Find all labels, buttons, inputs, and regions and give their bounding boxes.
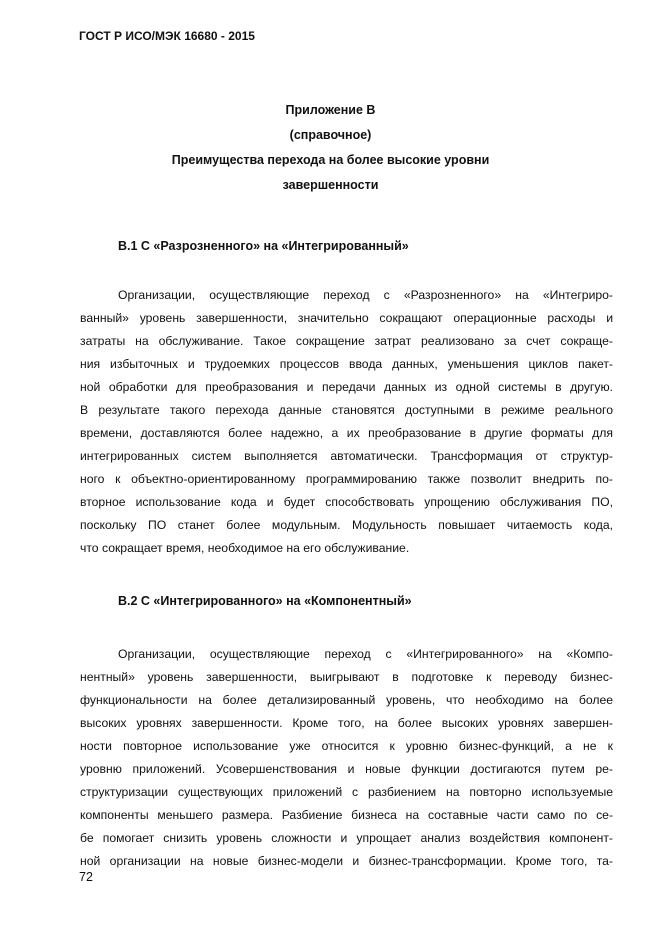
paragraph-line: поскольку ПО станет более модульным. Модульность повышает читаемость кода, (80, 518, 613, 532)
paragraph-line: структуризации существующих приложений с разбиением на повторно используемые (80, 785, 613, 799)
page-number: 72 (79, 870, 93, 884)
annex-heading-line-1: Преимущества перехода на более высокие уровни (171, 153, 490, 167)
paragraph-line: что сокращает время, необходимое на его обслуживание. (80, 541, 410, 555)
annex-heading-line-2: завершенности (282, 178, 379, 192)
paragraph-line: Организации, осуществляющие переход с «Интегрированного» на «Компо- (118, 647, 613, 661)
paragraph-line: высоких уровнях завершенности. Кроме того, на более высоких уровнях завершен- (80, 716, 613, 730)
annex-title: Приложение В (285, 103, 376, 117)
paragraph-line: ной обработки для преобразования и передачи данных из одной системы в другую. (80, 380, 613, 394)
paragraph-line: ния избыточных и трудоемких процессов ввода данных, уменьшения циклов пакет- (80, 357, 613, 371)
document-header: ГОСТ Р ИСО/МЭК 16680 - 2015 (79, 29, 255, 43)
paragraph-line: нентный» уровень завершенности, выигрывают в подготовке к переводу бизнес- (80, 670, 613, 684)
paragraph-line: Организации, осуществляющие переход с «Разрозненного» на «Интегриро- (118, 288, 613, 302)
paragraph-line: ного к объектно-ориентированному программированию также позволит внедрить по- (80, 472, 613, 486)
paragraph-line: ванный» уровень завершенности, значительно сокращают операционные расходы и (80, 311, 613, 325)
paragraph-line: компоненты меньшего размера. Разбиение бизнеса на составные части само по се- (80, 808, 613, 822)
paragraph-line: бе помогает снизить уровень сложности и упрощает анализ воздействия компонент- (80, 831, 613, 845)
paragraph-line: вторное использование кода и будет способствовать упрощению обслуживания ПО, (80, 495, 613, 509)
paragraph-line: функциональности на более детализированный уровень, что необходимо на более (80, 693, 613, 707)
paragraph-line: затраты на обслуживание. Такое сокращение затрат реализовано за счет сокраще- (80, 334, 613, 348)
paragraph-line: времени, доставляются более надежно, а их преобразование в другие форматы для (80, 426, 613, 440)
section-heading-b1: В.1 С «Разрозненного» на «Интегрированный» (118, 239, 409, 253)
paragraph-line: уровню приложений. Усовершенствования и новые функции достигаются путем ре- (80, 762, 613, 776)
paragraph-line: ности повторное использование уже относится к уровню бизнес-функций, а не к (80, 739, 613, 753)
annex-status: (справочное) (289, 128, 372, 142)
section-heading-b2: В.2 С «Интегрированного» на «Компонентный» (118, 594, 412, 608)
paragraph-line: интегрированных систем выполняется автоматически. Трансформация от структур- (80, 449, 613, 463)
paragraph-line: В результате такого перехода данные становятся доступными в режиме реального (80, 403, 613, 417)
paragraph-line: ной организации на новые бизнес-модели и бизнес-трансформации. Кроме того, та- (80, 854, 613, 868)
